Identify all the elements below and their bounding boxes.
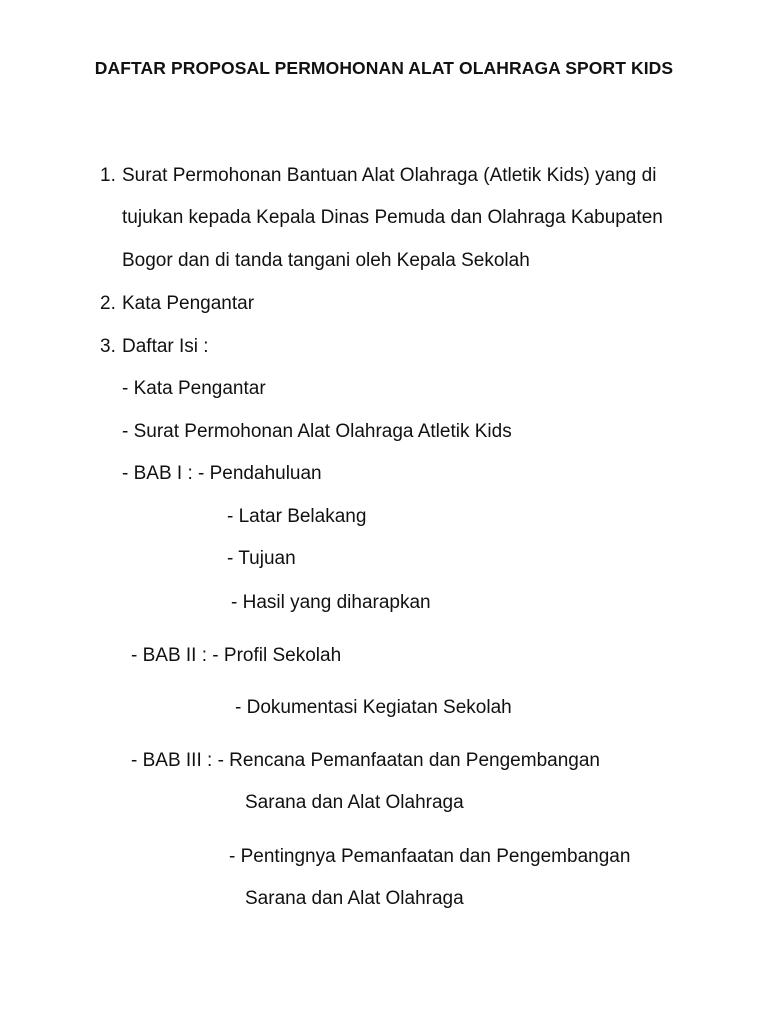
- item-2-line-1: Kata Pengantar: [122, 293, 255, 314]
- toc-bab-3: - BAB III : - Rencana Pemanfaatan dan Pengembangan: [131, 750, 600, 771]
- toc-bab-1-sub-3: - Hasil yang diharapkan: [231, 592, 431, 613]
- toc-bab-1-sub-2: - Tujuan: [227, 548, 296, 569]
- list-number-2: 2.: [100, 293, 116, 314]
- item-1-line-1: Surat Permohonan Bantuan Alat Olahraga (Atletik Kids) yang di: [122, 165, 657, 186]
- toc-bab-1: - BAB I : - Pendahuluan: [122, 463, 322, 484]
- list-number-1: 1.: [100, 165, 116, 186]
- document-title: DAFTAR PROPOSAL PERMOHONAN ALAT OLAHRAGA SPORT KIDS: [94, 58, 674, 78]
- toc-bab-1-sub-1: - Latar Belakang: [227, 506, 367, 527]
- item-3-line-1: Daftar Isi :: [122, 336, 209, 357]
- toc-surat-permohonan: - Surat Permohonan Alat Olahraga Atletik Kids: [122, 421, 512, 442]
- toc-bab-2-sub-1: - Dokumentasi Kegiatan Sekolah: [235, 697, 512, 718]
- toc-bab-2: - BAB II : - Profil Sekolah: [131, 645, 342, 666]
- list-number-3: 3.: [100, 336, 116, 357]
- toc-kata-pengantar: - Kata Pengantar: [122, 378, 266, 399]
- item-1-line-2: tujukan kepada Kepala Dinas Pemuda dan Olahraga Kabupaten: [122, 207, 663, 228]
- toc-bab-3-sub-1: - Pentingnya Pemanfaatan dan Pengembangan: [229, 846, 631, 867]
- toc-bab-3-sub-1-continuation: Sarana dan Alat Olahraga: [245, 888, 464, 909]
- toc-bab-3-continuation: Sarana dan Alat Olahraga: [245, 792, 464, 813]
- item-1-line-3: Bogor dan di tanda tangani oleh Kepala Sekolah: [122, 250, 530, 271]
